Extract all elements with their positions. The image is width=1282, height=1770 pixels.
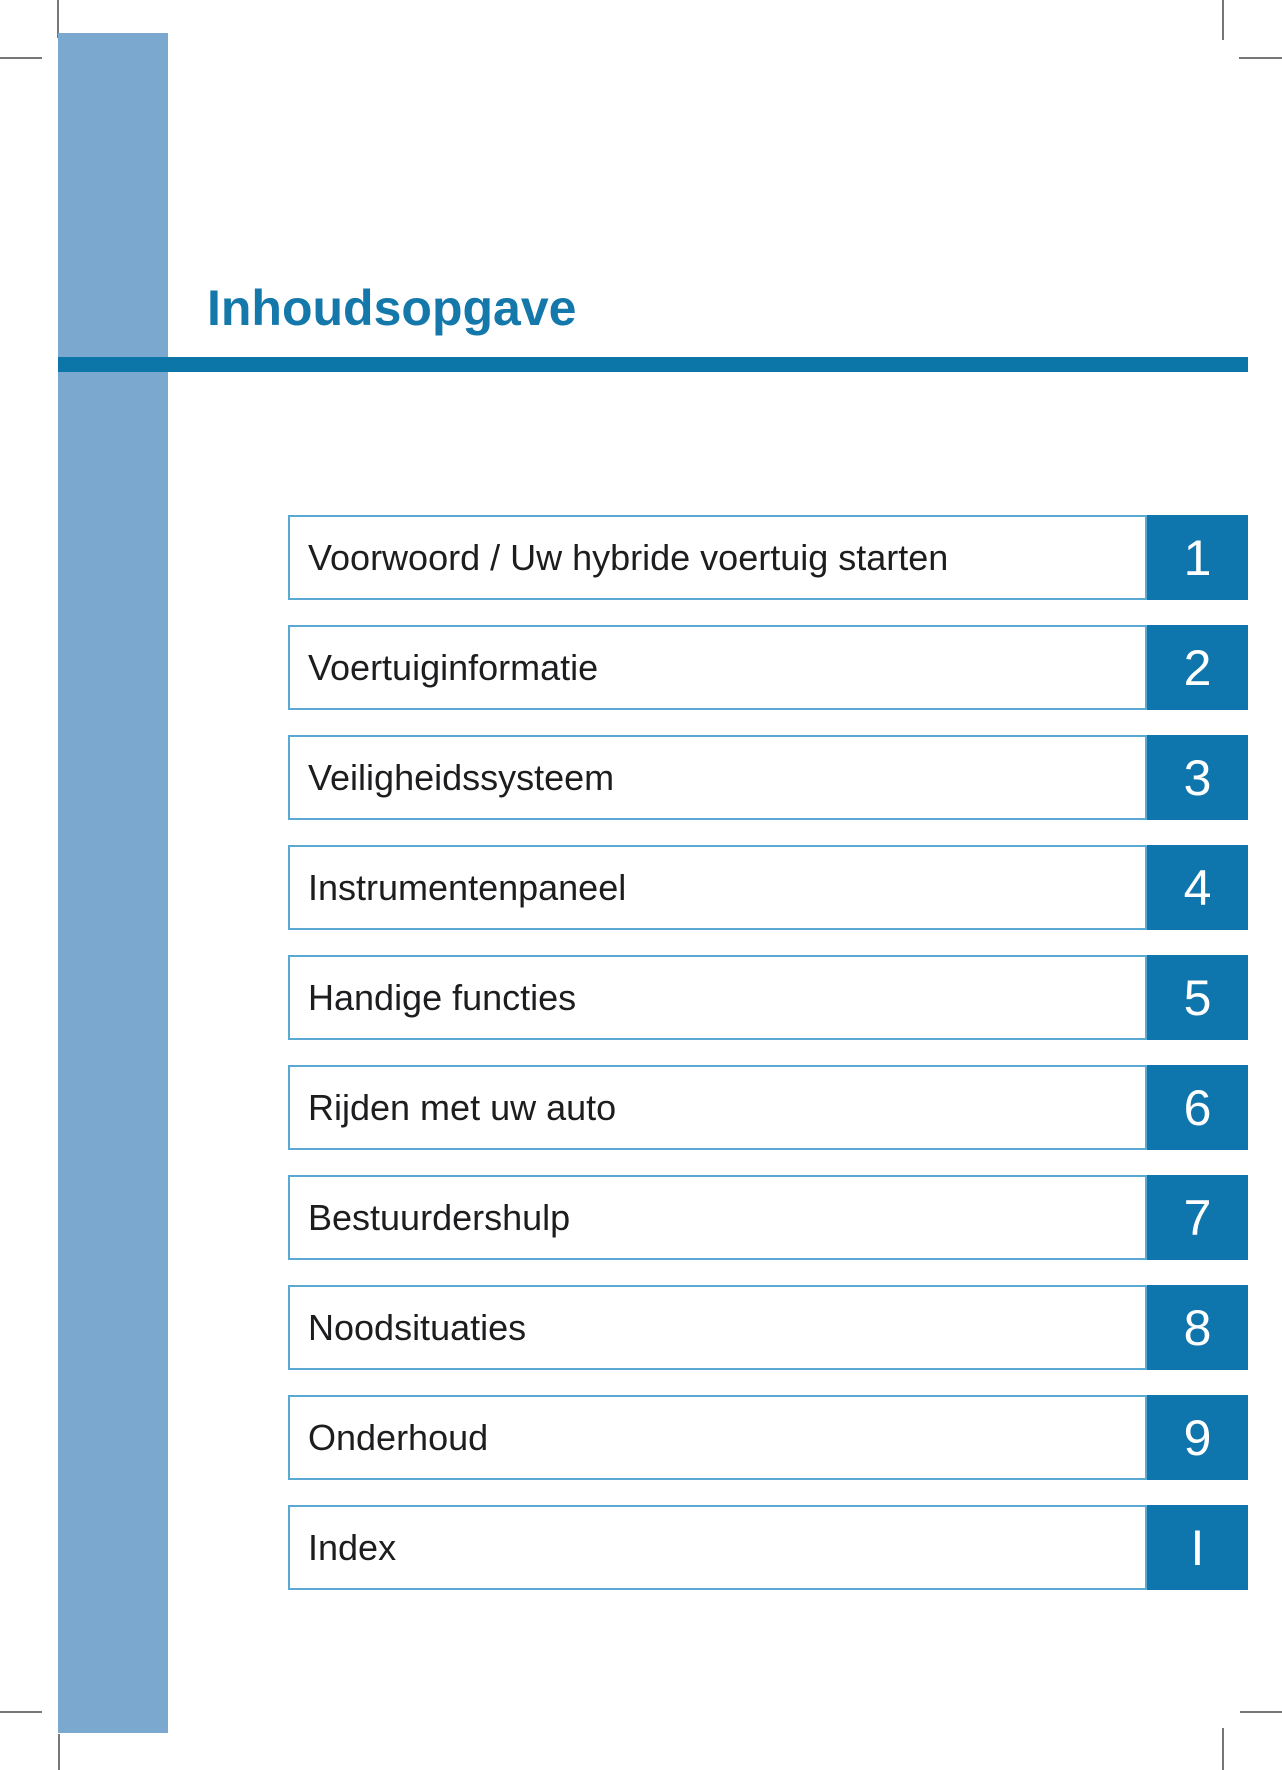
toc-label-box [288, 735, 1147, 820]
toc-chapter-number-box [1147, 1505, 1248, 1590]
toc-label: Handige functies [308, 976, 577, 1018]
toc-row[interactable] [288, 735, 1248, 820]
toc-row[interactable] [288, 515, 1248, 600]
toc-chapter-number: I [1190, 1519, 1205, 1576]
crop-mark-top-right-horizontal [1239, 57, 1282, 59]
toc-row[interactable] [288, 845, 1248, 930]
toc-label-box [288, 515, 1147, 600]
toc-row[interactable] [288, 1065, 1248, 1150]
crop-mark-top-left-horizontal [0, 57, 42, 59]
toc-label-box [288, 955, 1147, 1040]
toc-row[interactable] [288, 1285, 1248, 1370]
crop-mark-bottom-right-horizontal [1240, 1711, 1282, 1713]
toc-chapter-number-box [1147, 625, 1248, 710]
toc-row[interactable] [288, 955, 1248, 1040]
title-divider-bar [58, 357, 1248, 372]
toc-label: Instrumentenpaneel [308, 866, 627, 908]
toc-chapter-number: 5 [1183, 969, 1212, 1026]
page-title: Inhoudsopgave [207, 280, 577, 336]
crop-mark-bottom-right-vertical [1222, 1728, 1224, 1770]
toc-chapter-number: 2 [1183, 639, 1212, 696]
toc-chapter-number: 6 [1183, 1079, 1212, 1136]
toc-label: Veiligheidssysteem [308, 756, 615, 798]
sidebar-accent-bar [58, 33, 168, 1733]
toc-chapter-number-box [1147, 845, 1248, 930]
toc-chapter-number: 4 [1183, 859, 1212, 916]
toc-label-box [288, 845, 1147, 930]
toc-list [288, 515, 1248, 1590]
toc-label-box [288, 625, 1147, 710]
toc-row[interactable] [288, 625, 1248, 710]
toc-chapter-number-box [1147, 1175, 1248, 1260]
toc-label-box [288, 1285, 1147, 1370]
toc-chapter-number: 7 [1183, 1189, 1212, 1246]
toc-chapter-number: 8 [1183, 1299, 1212, 1356]
toc-row[interactable] [288, 1505, 1248, 1590]
toc-label: Onderhoud [308, 1416, 489, 1458]
toc-label-box [288, 1175, 1147, 1260]
toc-chapter-number: 3 [1183, 749, 1212, 806]
toc-chapter-number-box [1147, 515, 1248, 600]
toc-row[interactable] [288, 1395, 1248, 1480]
toc-label: Voertuiginformatie [308, 646, 599, 688]
toc-chapter-number: 1 [1183, 529, 1212, 586]
toc-chapter-number-box [1147, 1285, 1248, 1370]
toc-chapter-number-box [1147, 955, 1248, 1040]
toc-chapter-number-box [1147, 1395, 1248, 1480]
toc-label: Rijden met uw auto [308, 1086, 617, 1128]
toc-row[interactable] [288, 1175, 1248, 1260]
toc-label-box [288, 1505, 1147, 1590]
crop-mark-top-right-vertical [1222, 0, 1224, 40]
toc-label: Voorwoord / Uw hybride voertuig starten [308, 536, 949, 578]
toc-label: Index [308, 1526, 397, 1568]
toc-chapter-number-box [1147, 735, 1248, 820]
crop-mark-bottom-left-vertical [58, 1734, 60, 1770]
crop-mark-bottom-left-horizontal [0, 1711, 42, 1713]
toc-label-box [288, 1065, 1147, 1150]
toc-chapter-number-box [1147, 1065, 1248, 1150]
toc-label: Noodsituaties [308, 1306, 527, 1348]
toc-chapter-number: 9 [1183, 1409, 1212, 1466]
toc-label-box [288, 1395, 1147, 1480]
toc-label: Bestuurdershulp [308, 1196, 571, 1238]
